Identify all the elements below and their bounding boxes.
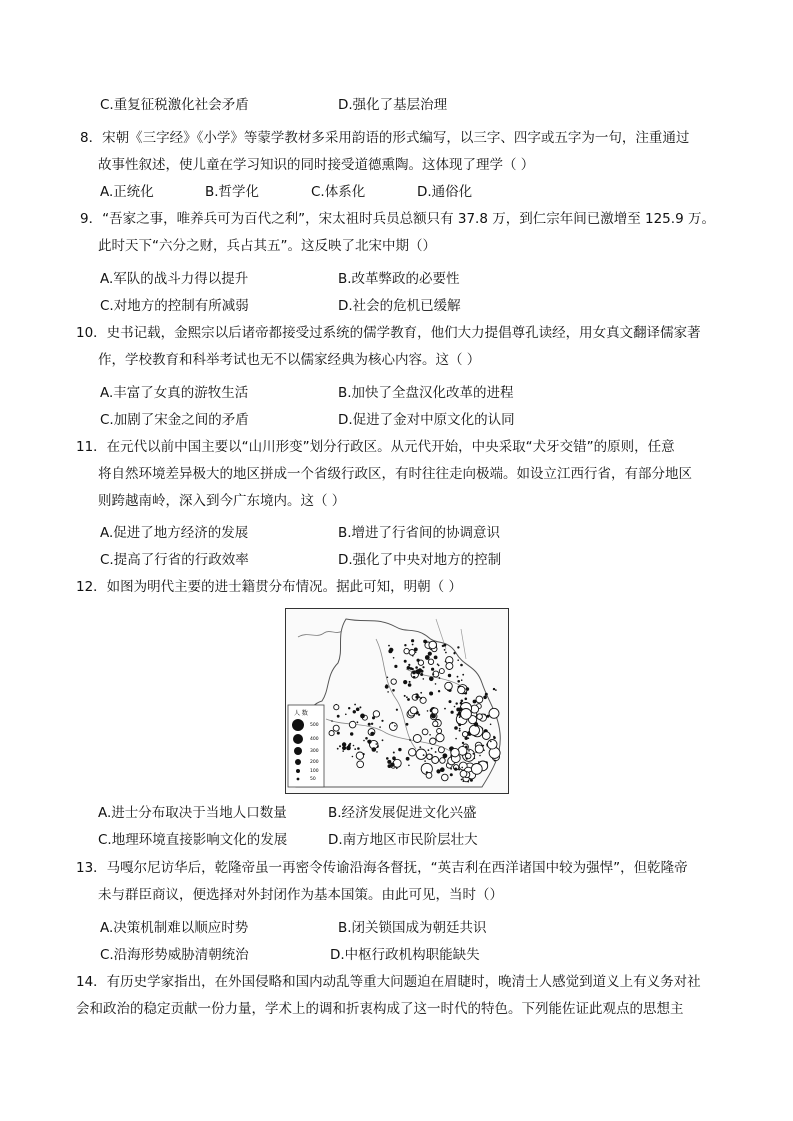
jinshi-dot xyxy=(392,689,395,692)
jinshi-dot xyxy=(411,668,414,671)
jinshi-dot xyxy=(386,757,389,760)
jinshi-dot xyxy=(427,710,429,712)
jinshi-dot xyxy=(490,741,492,743)
jinshi-dot xyxy=(371,723,373,725)
jinshi-dot xyxy=(406,757,410,761)
legend-value-1: 400 xyxy=(310,737,319,742)
jinshi-dot xyxy=(434,656,438,660)
jinshi-dot xyxy=(493,688,495,690)
jinshi-dot xyxy=(385,685,389,689)
jinshi-dot xyxy=(408,683,412,687)
jinshi-dot xyxy=(450,773,453,776)
jinshi-dot xyxy=(391,679,396,684)
jinshi-dot xyxy=(473,753,475,755)
jinshi-dot xyxy=(495,689,497,691)
jinshi-dot xyxy=(388,645,390,647)
jinshi-dot xyxy=(459,730,461,732)
jinshi-dot xyxy=(437,663,439,665)
jinshi-dot xyxy=(409,749,416,756)
jinshi-dot xyxy=(409,739,411,741)
jinshi-dot xyxy=(370,732,374,736)
jinshi-dot xyxy=(458,723,461,726)
jinshi-dot xyxy=(420,697,422,699)
jinshi-dot xyxy=(454,726,458,730)
jinshi-dot xyxy=(437,729,442,734)
jinshi-dot xyxy=(410,707,417,714)
jinshi-dot xyxy=(463,780,465,782)
jinshi-dot xyxy=(429,641,437,649)
q10-option-b: B.加快了全盘汉化改革的进程 xyxy=(338,385,514,401)
jinshi-dot xyxy=(418,714,420,716)
jinshi-dot xyxy=(404,660,407,663)
jinshi-dot xyxy=(359,706,361,708)
jinshi-dot xyxy=(461,779,463,781)
jinshi-dot xyxy=(356,752,363,759)
jinshi-dot xyxy=(381,720,383,722)
jinshi-dot xyxy=(416,693,418,695)
jinshi-dot xyxy=(422,666,424,668)
q9-option-b: B.改革弊政的必要性 xyxy=(338,271,460,287)
jinshi-dot xyxy=(456,702,458,704)
jinshi-dot xyxy=(439,677,441,679)
jinshi-dot xyxy=(479,755,481,757)
jinshi-dot xyxy=(413,676,416,679)
jinshi-dot xyxy=(339,745,341,747)
jinshi-dot xyxy=(483,696,487,700)
jinshi-dot xyxy=(449,700,452,703)
jinshi-dot xyxy=(433,721,438,726)
jinshi-dot xyxy=(363,740,365,742)
q12-option-d: D.南方地区市民阶层壮大 xyxy=(328,832,478,848)
q13-option-d: D.中枢行政机构职能缺失 xyxy=(330,947,480,963)
jinshi-dot xyxy=(451,748,459,756)
jinshi-dot xyxy=(407,698,410,701)
q12-option-c: C.地理环境直接影响文化的发展 xyxy=(98,832,288,848)
jinshi-dot xyxy=(451,711,454,714)
jinshi-dot xyxy=(436,769,440,773)
jinshi-dot xyxy=(334,705,339,710)
jinshi-dot xyxy=(428,659,433,664)
jinshi-dot xyxy=(465,698,468,701)
jinshi-dot xyxy=(461,767,463,769)
jinshi-dot xyxy=(404,695,406,697)
jinshi-dot xyxy=(453,652,455,654)
jinshi-dot xyxy=(387,760,391,764)
jinshi-dot xyxy=(411,639,414,642)
jinshi-dot xyxy=(406,696,408,698)
jinshi-dot xyxy=(394,665,397,668)
jinshi-dot xyxy=(413,735,421,743)
q11-option-a: A.促进了地方经济的发展 xyxy=(100,525,249,541)
jinshi-dot xyxy=(337,715,340,718)
q8-option-b: B.哲学化 xyxy=(205,184,260,200)
q13-stem-line1: 13．马嘎尔尼访华后，乾隆帝虽一再密令传谕沿海各督抚，“英吉利在西洋诸国中较为强悍”，但乾隆帝 xyxy=(76,860,688,876)
jinshi-dot xyxy=(389,723,397,731)
jinshi-dot xyxy=(454,706,456,708)
jinshi-dot xyxy=(440,767,445,772)
jinshi-dot xyxy=(353,745,355,747)
q13-option-b: B.闭关锁国成为朝廷共识 xyxy=(338,920,487,936)
jinshi-dot xyxy=(449,748,451,750)
jinshi-dot xyxy=(457,680,460,683)
jinshi-dot xyxy=(429,677,434,682)
jinshi-dot xyxy=(445,682,453,690)
jinshi-dot xyxy=(403,680,407,684)
jinshi-dot xyxy=(420,673,423,676)
legend-value-3: 200 xyxy=(310,760,319,765)
jinshi-dot xyxy=(448,674,451,677)
jinshi-dot xyxy=(458,769,460,771)
jinshi-dot xyxy=(373,711,379,717)
jinshi-dot xyxy=(457,646,459,648)
jinshi-dots xyxy=(329,639,500,782)
jinshi-dot xyxy=(337,732,340,735)
jinshi-dot xyxy=(431,668,434,671)
jinshi-dot xyxy=(354,748,356,750)
jinshi-dot xyxy=(348,744,351,747)
q12-option-a: A.进士分布取决于当地人口数量 xyxy=(98,805,287,821)
jinshi-dot xyxy=(436,734,444,742)
jinshi-dot xyxy=(476,696,483,703)
q11-stem-line3: 则跨越南岭，深入到今广东境内。这（ ） xyxy=(98,493,346,509)
q9-stem-line1: 9．“吾家之事，唯养兵可为百代之利”，宋太祖时兵员总额只有 37.8 万，到仁宗年间已激增至 125.9 万。 xyxy=(80,211,715,227)
jinshi-dot xyxy=(457,659,459,661)
jinshi-dot xyxy=(489,708,499,718)
q8-option-a: A.正统化 xyxy=(100,184,154,200)
jinshi-dot xyxy=(369,742,371,744)
jinshi-dot xyxy=(432,708,438,714)
jinshi-dot xyxy=(404,648,409,653)
jinshi-dot xyxy=(490,724,492,726)
jinshi-dot xyxy=(431,714,436,719)
jinshi-dot xyxy=(487,740,497,750)
jinshi-dot xyxy=(408,765,410,767)
q13-stem-line2: 未与群臣商议，便选择对外封闭作为基本国策。由此可见，当时（） xyxy=(98,887,503,903)
legend-box xyxy=(288,705,324,787)
jinshi-dot xyxy=(382,739,384,741)
jinshi-dot xyxy=(365,737,368,740)
jinshi-dot xyxy=(461,679,463,681)
jinshi-dot xyxy=(337,748,339,750)
jinshi-dot xyxy=(354,704,356,706)
jinshi-dot xyxy=(440,758,446,764)
jinshi-dot xyxy=(422,729,428,735)
jinshi-dot xyxy=(367,740,369,742)
jinshi-dot xyxy=(444,708,446,710)
jinshi-dot xyxy=(415,666,418,669)
jinshi-dot xyxy=(416,749,426,759)
jinshi-dot xyxy=(392,756,396,760)
map-drawing xyxy=(286,609,508,793)
jinshi-dot xyxy=(393,759,401,767)
q14-stem-line1: 14．有历史学家指出，在外国侵略和国内动乱等重大问题迫在眉睫时，晚清士人感觉到道义上有义务对社 xyxy=(76,974,701,990)
jinshi-dot xyxy=(445,652,447,654)
jinshi-dot xyxy=(349,721,356,728)
jinshi-dot xyxy=(394,725,396,727)
jinshi-dot xyxy=(459,728,461,730)
jinshi-dot xyxy=(442,645,444,647)
q11-option-c: C.提高了行省的行政效率 xyxy=(100,552,249,568)
jinshi-dot xyxy=(471,764,482,775)
jinshi-dot xyxy=(409,681,411,683)
jinshi-dot xyxy=(457,676,459,678)
q11-option-b: B.增进了行省间的协调意识 xyxy=(338,525,501,541)
jinshi-dot xyxy=(357,761,364,768)
jinshi-dot xyxy=(360,714,365,719)
q11-stem-line1: 11．在元代以前中国主要以“山川形变”划分行政区。从元代开始，中央采取“犬牙交错”的原则，任意 xyxy=(76,439,675,455)
jinshi-dot xyxy=(478,761,480,763)
q8-stem-line1: 8．宋朝《三字经》《小学》等蒙学教材多采用韵语的形式编写，以三字、四字或五字为一句，注重通过 xyxy=(80,130,690,146)
jinshi-dot xyxy=(376,751,378,753)
q10-option-d: D.促进了金对中原文化的认同 xyxy=(338,412,515,428)
jinshi-dot xyxy=(455,738,457,740)
jinshi-dot xyxy=(391,722,393,724)
jinshi-dot xyxy=(485,693,488,696)
q8-option-d: D.通俗化 xyxy=(417,184,473,200)
jinshi-dot xyxy=(396,768,398,770)
q11-option-d: D.强化了中央对地方的控制 xyxy=(338,552,502,568)
jinshi-dot xyxy=(329,731,334,736)
jinshi-dot xyxy=(406,723,409,726)
legend-title: 人 数 xyxy=(294,710,308,717)
q13-option-a: A.决策机制难以顺应时势 xyxy=(100,920,249,936)
jinshi-dot xyxy=(461,709,472,720)
legend-value-0: 500 xyxy=(310,723,319,728)
jinshi-dot xyxy=(482,732,490,740)
q10-option-a: A.丰富了女真的游牧生活 xyxy=(100,385,249,401)
jinshi-dot xyxy=(494,760,496,762)
jinshi-dot xyxy=(427,754,432,759)
legend-value-5: 50 xyxy=(310,777,316,782)
jinshi-dot xyxy=(393,657,395,659)
jinshi-dot xyxy=(404,644,406,646)
jinshi-dot xyxy=(333,725,339,731)
jinshi-dot xyxy=(425,655,430,660)
q9-stem-line2: 此时天下“六分之财，兵占其五”。这反映了北宋中期（） xyxy=(98,238,436,254)
jinshi-dot xyxy=(431,748,433,750)
jinshi-dot xyxy=(379,726,381,728)
jinshi-dot xyxy=(428,652,432,656)
jinshi-dot xyxy=(357,747,360,750)
jinshi-dot xyxy=(454,768,457,771)
jinshi-dot xyxy=(420,692,422,694)
jinshi-dot xyxy=(417,659,420,662)
jinshi-dot xyxy=(423,678,425,680)
jinshi-dot xyxy=(435,751,437,753)
jinshi-dot xyxy=(426,640,428,642)
jinshi-dot xyxy=(461,700,464,703)
jinshi-dot xyxy=(473,700,477,704)
q7-option-c: C.重复征税激化社会矛盾 xyxy=(100,97,249,113)
q8-stem-line2: 故事性叙述，使儿童在学习知识的同时接受道德熏陶。这体现了理学（ ） xyxy=(98,157,535,173)
jinshi-dot xyxy=(353,710,356,713)
q11-stem-line2: 将自然环境差异极大的地区拼成一个省级行政区，有时往往走向极端。如设立江西行省，有部分地区 xyxy=(98,466,692,482)
jinshi-dot xyxy=(368,723,371,726)
jinshi-dot xyxy=(331,720,333,722)
jinshi-dot xyxy=(428,749,430,751)
jinshi-dot xyxy=(460,770,467,777)
jinshi-dot xyxy=(408,664,410,666)
q12-option-b: B.经济发展促进文化兴盛 xyxy=(328,805,477,821)
q14-stem-line2: 会和政治的稳定贡献一份力量，学术上的调和折衷构成了这一时代的特色。下列能佐证此观点的思想主 xyxy=(76,1001,684,1017)
jinshi-dot xyxy=(466,687,470,691)
jinshi-dot xyxy=(388,764,392,768)
jinshi-dot xyxy=(460,664,463,667)
jinshi-dot xyxy=(389,648,393,652)
q7-option-d: D.强化了基层治理 xyxy=(338,97,448,113)
jinshi-dot xyxy=(446,663,453,670)
jinshi-dot xyxy=(415,696,418,699)
jinshi-dot xyxy=(393,752,395,754)
jinshi-dot xyxy=(438,690,440,692)
legend-value-2: 300 xyxy=(310,749,319,754)
jinshi-dot xyxy=(462,742,464,744)
jinshi-distribution-map xyxy=(285,608,509,794)
jinshi-dot xyxy=(438,747,444,753)
jinshi-dot xyxy=(357,721,359,723)
legend-value-4: 100 xyxy=(310,769,319,774)
jinshi-dot xyxy=(423,754,425,756)
q8-option-c: C.体系化 xyxy=(311,184,366,200)
jinshi-dot xyxy=(416,669,421,674)
jinshi-dot xyxy=(350,732,353,735)
q10-option-c: C.加剧了宋金之间的矛盾 xyxy=(100,412,249,428)
jinshi-dot xyxy=(468,750,470,752)
jinshi-dot xyxy=(475,751,477,753)
jinshi-dot xyxy=(442,774,449,781)
jinshi-dot xyxy=(352,756,354,758)
jinshi-dot xyxy=(414,648,418,652)
jinshi-dot xyxy=(409,650,415,656)
jinshi-dot xyxy=(469,725,479,735)
jinshi-dot xyxy=(398,748,401,751)
jinshi-dot xyxy=(462,674,464,676)
jinshi-dot xyxy=(439,669,444,674)
jinshi-dot xyxy=(363,753,365,755)
q10-stem-line2: 作，学校教育和科举考试也无不以儒家经典为核心内容。这（ ） xyxy=(98,352,481,368)
jinshi-dot xyxy=(387,691,389,693)
jinshi-dot xyxy=(396,709,398,711)
jinshi-dot xyxy=(432,757,439,764)
q13-option-c: C.沿海形势威胁清朝统治 xyxy=(100,947,249,963)
jinshi-dot xyxy=(444,649,446,651)
jinshi-dot xyxy=(432,673,434,675)
jinshi-dot xyxy=(376,743,378,745)
jinshi-dot xyxy=(429,734,431,736)
jinshi-dot xyxy=(412,671,416,675)
jinshi-dot xyxy=(372,747,377,752)
jinshi-dot xyxy=(345,714,347,716)
jinshi-dot xyxy=(477,714,483,720)
q12-stem-line1: 12．如图为明代主要的进士籍贯分布情况。据此可知，明朝（ ） xyxy=(76,579,462,595)
jinshi-dot xyxy=(429,692,433,696)
jinshi-dot xyxy=(356,708,360,712)
jinshi-dot xyxy=(387,677,389,679)
jinshi-dot xyxy=(412,644,414,646)
q9-option-a: A.军队的战斗力得以提升 xyxy=(100,271,249,287)
jinshi-dot xyxy=(466,758,468,760)
jinshi-dot xyxy=(430,738,436,744)
jinshi-dot xyxy=(426,771,428,773)
jinshi-dot xyxy=(342,750,344,752)
jinshi-dot xyxy=(435,683,437,685)
jinshi-dot xyxy=(462,732,467,737)
jinshi-dot xyxy=(493,736,495,738)
jinshi-dot xyxy=(348,707,350,709)
q10-stem-line1: 10．史书记载，金熙宗以后诸帝都接受过系统的儒学教育，他们大力提倡尊孔读经，用女真文翻译儒家著 xyxy=(76,325,701,341)
q9-option-d: D.社会的危机已缓解 xyxy=(338,298,461,314)
jinshi-dot xyxy=(419,746,421,748)
jinshi-dot xyxy=(342,746,346,750)
jinshi-dot xyxy=(484,714,486,716)
jinshi-dot xyxy=(424,760,426,762)
jinshi-dot xyxy=(486,715,489,718)
jinshi-dot xyxy=(458,686,465,693)
q9-option-c: C.对地方的控制有所减弱 xyxy=(100,298,249,314)
